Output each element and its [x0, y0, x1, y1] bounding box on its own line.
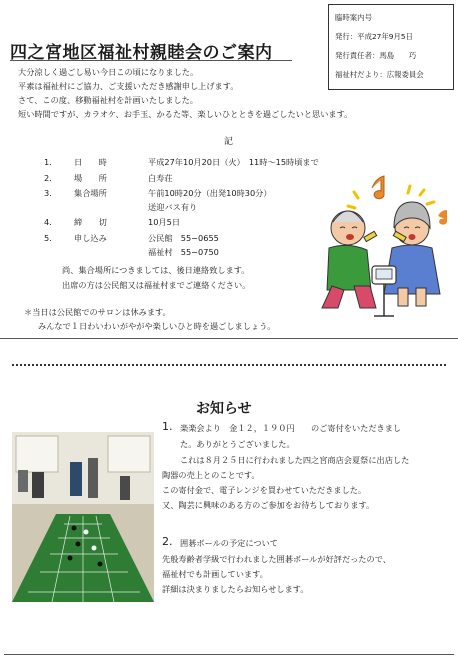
karaoke-couple-illustration [314, 168, 452, 318]
item-value: 10月5日 [148, 217, 181, 227]
igo-ball-photo [12, 432, 154, 602]
ki-heading: 記 [224, 137, 234, 147]
issue-date: 発行：平成27年9月5日 [335, 32, 413, 41]
item-value: 平成27年10月20日（火） 11時〜15時頃まで [148, 157, 319, 167]
item-num: 5. [44, 233, 52, 243]
header-info-box [328, 4, 454, 90]
notice1-line: 陶器の売上とのことです。 [162, 470, 260, 480]
notice1-line: 楽楽会より 金１２，１９０円 のご寄付をいただきまし [180, 423, 402, 433]
notice1-line: これは８月２５日に行われました四之宮商店会夏祭に出店した [180, 455, 410, 465]
notice2-line: 囲碁ボールの予定について [180, 538, 278, 548]
notice1-line: この寄付金で、電子レンジを買わせていただきました。 [162, 485, 367, 495]
salon-note: ＊当日は公民館でのサロンは休みます。 [24, 307, 171, 317]
notice1-line: た。ありがとうございました。 [180, 439, 295, 449]
notice-title: お知らせ [196, 401, 252, 417]
notice2-num: 2. [162, 535, 173, 548]
notice1-line: 又、陶芸に興味のある方のご参加をお待ちしております。 [162, 500, 375, 510]
notice2-line: 福祉村でも計画しています。 [162, 569, 268, 579]
issue-publisher: 発行責任者：馬島 巧 [335, 51, 417, 60]
greeting-line: 大分涼しく過ごし易い今日この頃になりました。 [18, 67, 199, 77]
notice1-num: 1. [162, 420, 173, 433]
section-bottom-line [4, 654, 454, 655]
salon-note: みんなで１日わいわいがやがや楽しいひと時を過ごしましょう。 [38, 321, 276, 331]
item-num: 3. [44, 188, 52, 198]
notice2-line: 先般寿齢者学級で行われました囲碁ボールが好評だったので、 [162, 554, 391, 564]
item-label: 集合場所 [74, 188, 107, 198]
music-note-icon [372, 176, 384, 199]
issue-committee: 福祉村だより：広報委員会 [335, 70, 424, 79]
item-num: 4. [44, 217, 52, 227]
greeting-line: 平素は福祉村にご協力、ご支援いただき感謝申し上げます。 [18, 81, 239, 91]
note-line: 出席の方は公民館又は福祉村までご連絡ください。 [62, 280, 251, 290]
item-value: 午前10時20分（出発10時30分） [148, 188, 272, 198]
item-sub: 送迎バス有り [148, 202, 198, 212]
item-label: 場 所 [74, 173, 107, 183]
item-value: 白寿荘 [148, 173, 173, 183]
item-num: 2. [44, 173, 52, 183]
note-line: 尚、集合場所につきましては、後日連絡致します。 [62, 265, 250, 275]
greeting-line: 短い時間ですが、カラオケ、お手玉、かるた等、楽しいひとときを過ごしたいと思います。 [18, 109, 353, 119]
cut-line [12, 364, 446, 366]
item-label: 締 切 [74, 217, 107, 227]
item-num: 1. [44, 157, 52, 167]
notice2-line: 詳細は決まりましたらお知らせします。 [162, 584, 309, 594]
item-label: 日 時 [74, 157, 107, 167]
issue-type: 臨時案内号 [335, 13, 372, 22]
item-label: 申し込み [74, 233, 107, 243]
title-underline [10, 60, 292, 61]
page-title: 四之宮地区福祉村親睦会のご案内 [10, 43, 273, 63]
section-top-line [0, 338, 458, 339]
item-value: 公民館 55−0655 [148, 233, 219, 243]
greeting-line: さて、この度、移動福祉村を計画いたしました。 [18, 95, 198, 105]
item-sub: 福祉村 55−0750 [148, 247, 219, 257]
